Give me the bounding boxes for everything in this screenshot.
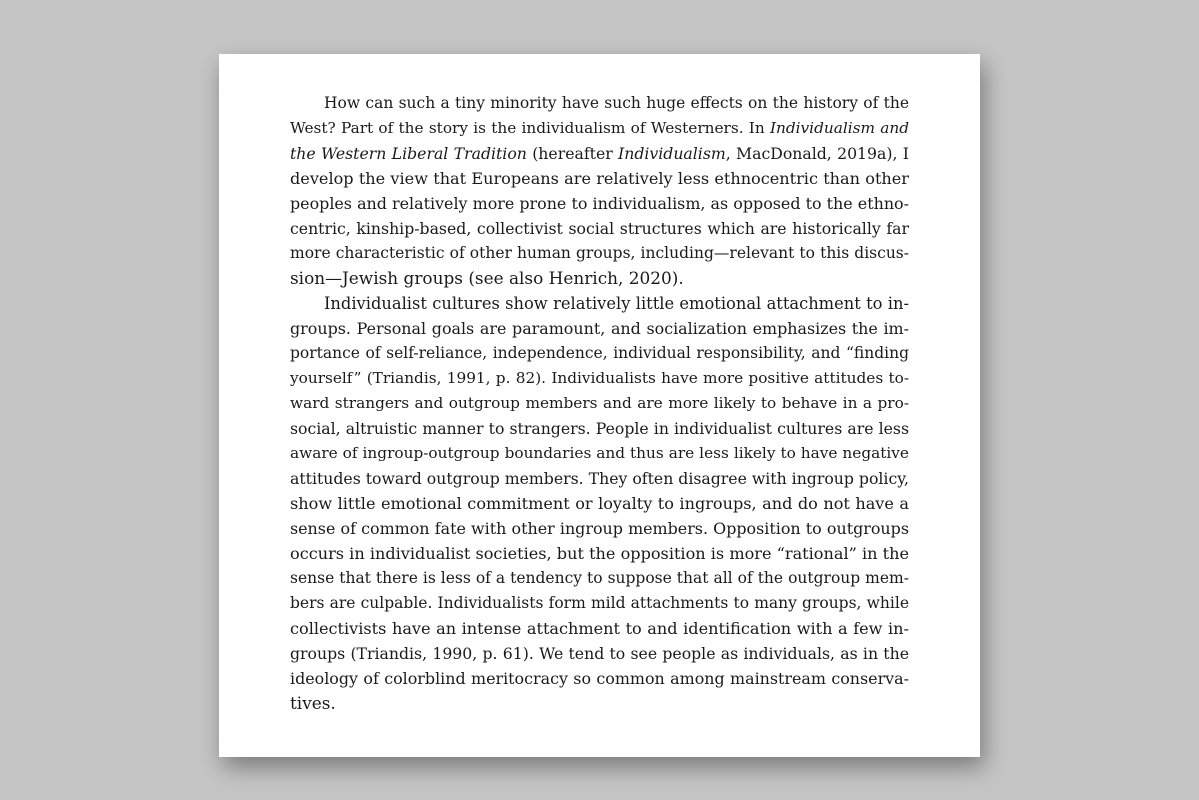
text-segment: ward strangers and outgroup members and are more likely to behave in a pro- bbox=[290, 394, 909, 412]
text-segment: sion—Jewish groups (see also Henrich, 2020). bbox=[290, 268, 684, 288]
text-segment: ideology of colorblind meritocracy so common among mainstream conserva- bbox=[290, 669, 909, 688]
italic-title: Individualism and bbox=[769, 119, 909, 137]
text-line bbox=[290, 666, 909, 691]
text-line bbox=[290, 166, 909, 191]
italic-title: Individualism bbox=[618, 144, 726, 163]
text-segment: show little emotional commitment or loyalty to ingroups, and do not have a bbox=[290, 494, 909, 513]
text-line bbox=[290, 541, 909, 566]
text-line bbox=[290, 316, 909, 341]
text-segment: social, altruistic manner to strangers. People in individualist cultures are less bbox=[290, 419, 909, 438]
text-line bbox=[290, 366, 909, 391]
text-segment: yourself” (Triandis, 1991, p. 82). Individualists have more positive attitudes to- bbox=[290, 369, 909, 387]
text-line bbox=[290, 341, 909, 366]
text-segment: groups. Personal goals are paramount, and socialization emphasizes the im- bbox=[290, 319, 909, 338]
text-segment: bers are culpable. Individualists form mild attachments to many groups, while bbox=[290, 594, 909, 612]
text-line bbox=[290, 91, 909, 116]
text-line bbox=[290, 216, 909, 241]
text-line bbox=[290, 416, 909, 441]
text-segment: occurs in individualist societies, but the opposition is more “rational” in the bbox=[290, 544, 909, 563]
italic-title: the Western Liberal Tradition bbox=[290, 144, 527, 163]
text-segment: aware of ingroup-outgroup boundaries and thus are less likely to have negative bbox=[290, 444, 909, 462]
body-text bbox=[290, 91, 909, 716]
text-segment: West? Part of the story is the individualism of Westerners. In bbox=[290, 119, 770, 137]
text-segment: tives. bbox=[290, 693, 336, 713]
text-segment: (hereafter bbox=[526, 144, 619, 163]
text-line bbox=[290, 591, 909, 616]
text-line bbox=[290, 566, 909, 591]
text-line bbox=[290, 441, 909, 466]
text-line bbox=[290, 141, 909, 166]
book-page bbox=[219, 54, 980, 757]
text-segment: , MacDonald, 2019a), I bbox=[725, 144, 909, 163]
text-line bbox=[290, 641, 909, 666]
text-segment: centric, kinship-based, collectivist social structures which are historically far bbox=[290, 219, 909, 238]
text-line bbox=[290, 491, 909, 516]
text-segment: peoples and relatively more prone to individualism, as opposed to the ethno- bbox=[290, 194, 909, 213]
text-line bbox=[290, 241, 909, 266]
text-line bbox=[290, 691, 909, 716]
text-segment: more characteristic of other human groups, including—relevant to this discus- bbox=[290, 244, 909, 262]
text-segment: portance of self-reliance, independence, individual responsibility, and “finding bbox=[290, 344, 909, 362]
text-segment: groups (Triandis, 1990, p. 61). We tend to see people as individuals, as in the bbox=[290, 644, 909, 663]
text-line bbox=[290, 616, 909, 641]
text-line bbox=[290, 391, 909, 416]
text-segment: attitudes toward outgroup members. They often disagree with ingroup policy, bbox=[290, 469, 909, 488]
text-segment: How can such a tiny minority have such huge effects on the history of the bbox=[324, 94, 909, 112]
text-segment: Individualist cultures show relatively little emotional attachment to in- bbox=[324, 294, 909, 313]
text-line bbox=[290, 266, 909, 291]
text-segment: collectivists have an intense attachment to and identification with a few in- bbox=[290, 619, 909, 638]
text-segment: sense that there is less of a tendency to suppose that all of the outgroup mem- bbox=[290, 569, 909, 587]
text-segment: sense of common fate with other ingroup members. Opposition to outgroups bbox=[290, 519, 909, 538]
text-segment: develop the view that Europeans are relatively less ethnocentric than other bbox=[290, 169, 909, 188]
text-line bbox=[290, 466, 909, 491]
text-line bbox=[290, 516, 909, 541]
text-line bbox=[290, 291, 909, 316]
text-line bbox=[290, 191, 909, 216]
text-line bbox=[290, 116, 909, 141]
